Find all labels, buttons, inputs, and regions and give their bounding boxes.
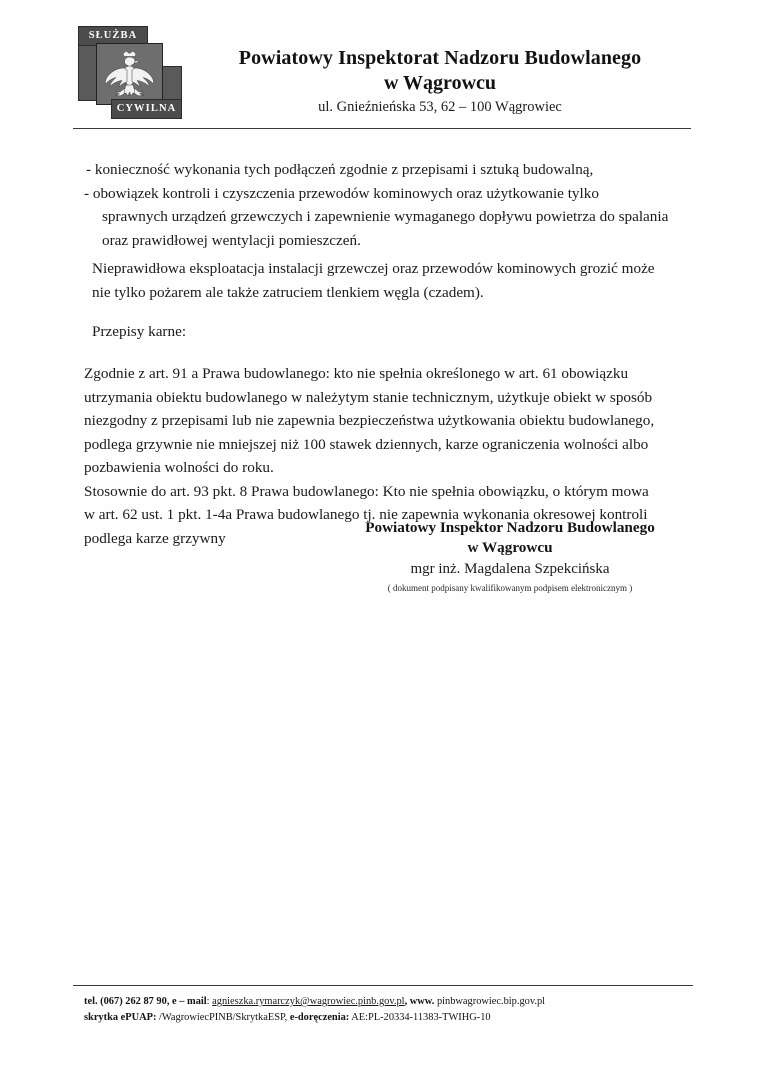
warning-paragraph	[92, 257, 692, 304]
electronic-signature-note: ( dokument podpisany kwalifikowanym podpisem elektronicznym )	[387, 583, 633, 593]
legal-line: podlega karze grzywny	[84, 529, 226, 547]
obligations-list	[84, 158, 692, 252]
footer-email-separator: :	[206, 996, 210, 1007]
footer-comma: ,	[404, 996, 408, 1007]
footer-epuap-line	[84, 1010, 724, 1026]
signatory-title-line2: w Wągrowcu	[467, 539, 553, 556]
footer-email-label: e – mail	[172, 996, 207, 1007]
legal-line: podlega grzywnie nie mniejszej niż 100 stawek dziennych, karze ograniczenia wolności albo	[84, 435, 649, 453]
warning-line: Nieprawidłowa eksploatacja instalacji grzewczej oraz przewodów kominowych grozić może	[92, 260, 655, 277]
footer-email-link[interactable]: agnieszka.rymarczyk@wagrowiec.pinb.gov.pl	[212, 996, 405, 1007]
footer-phone: tel. (067) 262 87 90,	[84, 996, 170, 1007]
footer-contact-line	[84, 994, 724, 1010]
letterhead-header	[0, 22, 764, 122]
letterhead-footer	[84, 994, 724, 1025]
list-item: oraz prawidłowej wentylacji pomieszczeń.	[102, 231, 361, 249]
organization-heading	[190, 46, 690, 118]
signatory-name: mgr inż. Magdalena Szpekcińska	[410, 561, 610, 577]
logo-label-sluzba: SŁUŻBA	[78, 26, 148, 46]
org-address: ul. Gnieźnieńska 53, 62 – 100 Wągrowiec	[318, 99, 562, 115]
polish-eagle-emblem	[96, 43, 163, 105]
footer-website-link[interactable]: pinbwagrowiec.bip.gov.pl	[436, 996, 546, 1007]
list-item: - obowiązek kontroli i czyszczenia przewodów kominowych oraz użytkowanie tylko	[84, 184, 599, 202]
warning-line: nie tylko pożarem ale także zatruciem tlenkiem węgla (czadem).	[92, 283, 484, 301]
civil-service-logo	[78, 26, 182, 122]
legal-line: w art. 62 ust. 1 pkt. 1-4a Prawa budowlanego tj. nie zapewnia wykonania okresowej kontroli	[84, 506, 648, 523]
signatory-title-line1: Powiatowy Inspektor Nadzoru Budowlanego	[365, 519, 655, 536]
legal-line: Stosownie do art. 93 pkt. 8 Prawa budowlanego: Kto nie spełnia obowiązku, o którym mowa	[84, 482, 649, 500]
footer-epuap-value: /WagrowiecPINB/SkrytkaESP,	[159, 1011, 288, 1023]
legal-line: Zgodnie z art. 91 a Prawa budowlanego: kto nie spełnia określonego w art. 61 obowiązku	[84, 365, 629, 382]
legal-line: pozbawienia wolności do roku.	[84, 459, 274, 476]
list-item: - konieczność wykonania tych podłączeń zgodnie z przepisami i sztuką budowalną,	[86, 161, 594, 178]
legal-line: niezgodny z przepisami lub nie zapewnia bezpieczeństwa użytkowania obiektu budowlanego,	[84, 412, 655, 429]
logo-label-cywilna: CYWILNA	[111, 99, 182, 119]
legal-line: utrzymania obiektu budowlanego w należytym stanie technicznym, użytkuje obiekt w sposób	[84, 388, 653, 406]
footer-edoreczenia-value: AE:PL-20334-11383-TWIHG-10	[351, 1011, 491, 1023]
footer-divider	[73, 985, 693, 986]
signature-block	[320, 518, 700, 595]
org-name-line1: Powiatowy Inspektorat Nadzoru Budowlanego	[238, 47, 642, 69]
penal-provisions-label: Przepisy karne:	[92, 323, 187, 340]
footer-www-label: www.	[409, 996, 435, 1007]
list-item: sprawnych urządzeń grzewczych i zapewnienie wymaganego dopływu powietrza do spalania	[102, 208, 669, 225]
logo-bar-right	[161, 66, 182, 102]
org-name-line2: w Wągrowcu	[383, 72, 497, 94]
footer-epuap-label: skrytka ePUAP:	[84, 1011, 157, 1023]
header-divider	[73, 128, 691, 129]
footer-edoreczenia-label: e-doręczenia:	[289, 1011, 350, 1023]
